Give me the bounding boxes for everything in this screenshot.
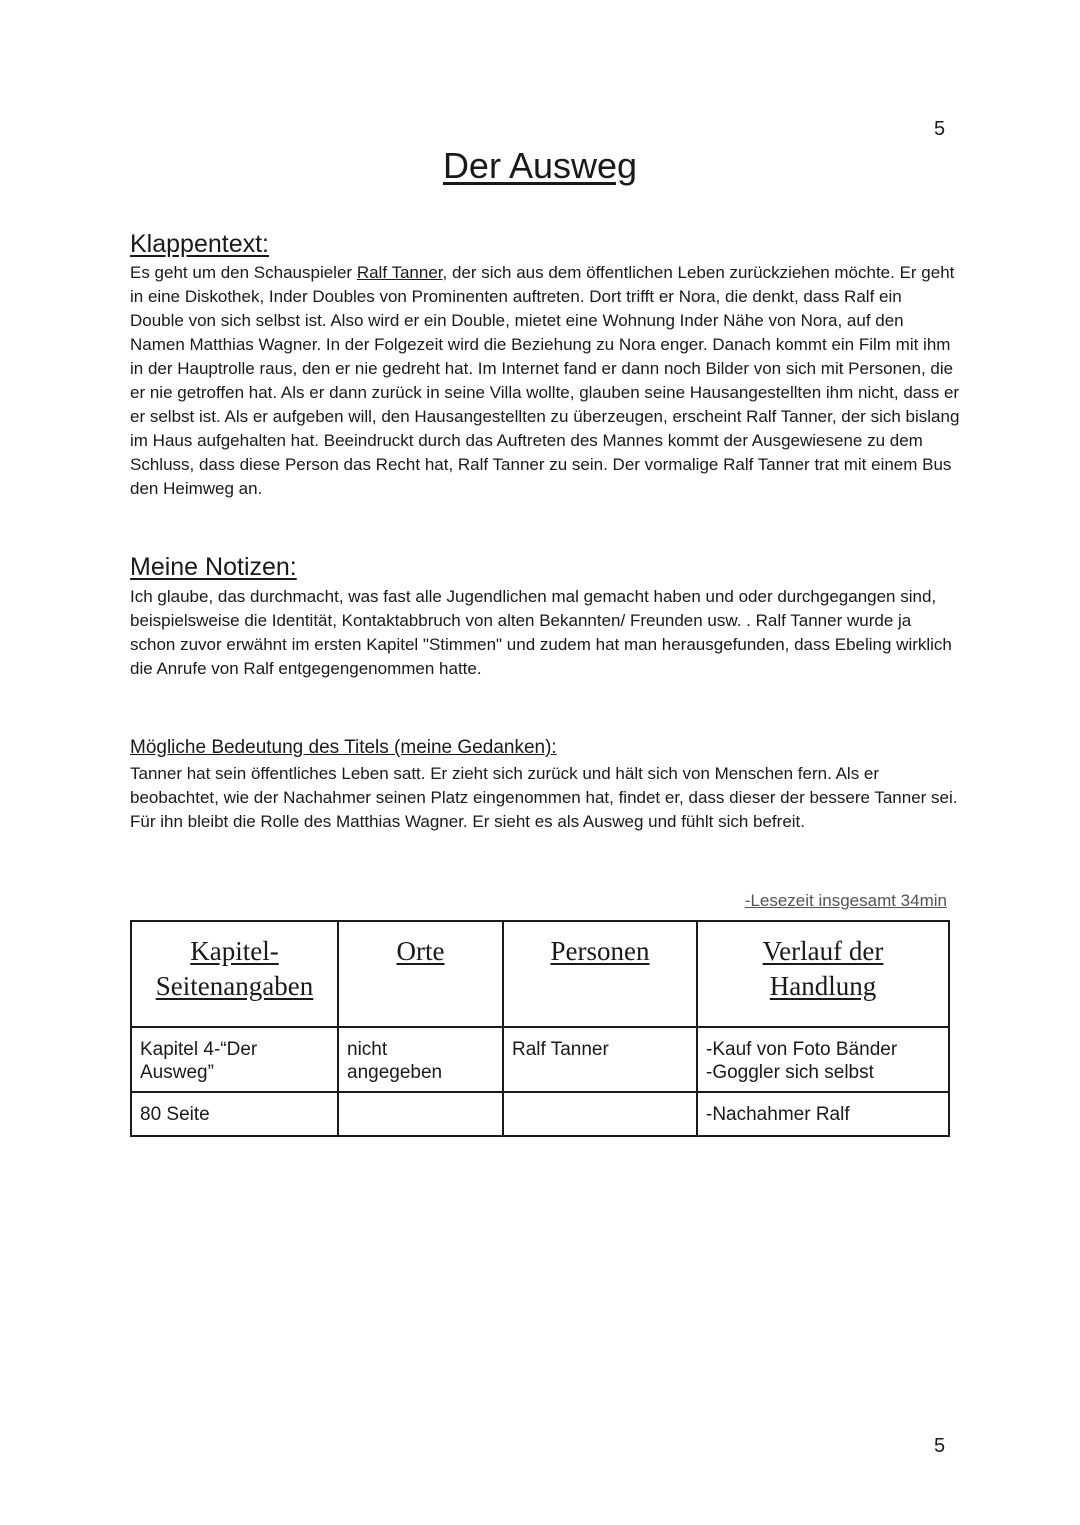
- header-orte: Orte: [338, 921, 503, 1027]
- cell-empty-orte: [338, 1092, 503, 1136]
- table-header-row: [131, 921, 949, 1027]
- header-kapitel-line1: Kapitel-: [190, 936, 279, 966]
- ralf-tanner-name: Ralf Tanner: [356, 263, 443, 282]
- cell-personen: Ralf Tanner: [503, 1027, 697, 1092]
- cell-verlauf-2: -Nachahmer Ralf: [697, 1092, 949, 1136]
- bedeutung-paragraph: Tanner hat sein öffentliches Leben satt. Er zieht sich zurück und hält sich von Menschen fern. Als er beobachtet, wie der Nachahmer seinen Platz eingenommen hat, findet er, dass dieser der bessere Tanner sei. Für ihn bleibt die Rolle des Matthias Wagner. Er sieht es als Ausweg und fühlt sich befreit.: [130, 764, 958, 831]
- cell-orte-line2: angegeben: [347, 1062, 443, 1083]
- cell-kapitel: [131, 1027, 338, 1092]
- header-kapitel: [131, 921, 338, 1027]
- notizen-paragraph: Ich glaube, das durchmacht, was fast alle Jugendlichen mal gemacht haben und oder durchgegangen sind, beispielsweise die Identität, Kontaktabbruch von alten Bekannten/ Freunden usw. . Ralf Tanner wurde ja schon zuvor erwähnt im ersten Kapitel "Stimmen" und zudem hat man herausgefunden, dass Ebeling wirklich die Anrufe von Ralf entgegengenommen hatte.: [130, 587, 952, 678]
- cell-verlauf-line2: -Goggler sich selbst: [706, 1062, 874, 1083]
- header-personen: Personen: [503, 921, 697, 1027]
- header-kapitel-line2: Seitenangaben: [155, 971, 314, 1001]
- cell-verlauf-line1: -Kauf von Foto Bänder: [706, 1039, 898, 1060]
- header-verlauf: Verlauf der Handlung: [697, 921, 949, 1027]
- cell-verlauf: [697, 1027, 949, 1092]
- table-row: [131, 1092, 949, 1136]
- cell-seite: 80 Seite: [131, 1092, 338, 1136]
- page-number-top: 5: [934, 118, 946, 140]
- cell-kapitel-line1: Kapitel 4-“Der: [140, 1039, 258, 1060]
- cell-orte: [338, 1027, 503, 1092]
- page-title: Der Ausweg: [442, 145, 638, 186]
- klappentext-text-start: Es geht um den Schauspieler: [130, 263, 357, 282]
- table-row: [131, 1027, 949, 1092]
- klappentext-heading: Klappentext:: [130, 230, 269, 258]
- cell-kapitel-line2: Ausweg”: [140, 1062, 214, 1083]
- chapter-table: [130, 920, 950, 1137]
- page-number-bottom: 5: [934, 1435, 946, 1457]
- reading-time-note: -Lesezeit insgesamt 34min: [744, 891, 947, 910]
- cell-orte-line1: nicht: [347, 1039, 388, 1060]
- klappentext-text-rest: , der sich aus dem öffentlichen Leben zurückziehen möchte. Er geht in eine Diskothek, Inder Doubles von Prominenten auftreten. Dort trifft er Nora, die denkt, dass Ralf ein Double von sich selbst ist. Also wird er ein Double, mietet eine Wohnung Inder Nähe von Nora, auf den Namen Matthias Wagner. In der Folgezeit wird die Beziehung zu Nora enger. Danach kommt ein Film mit ihm in der Hauptrolle raus, den er nie gedreht hat. Im Internet fand er dann noch Bilder von sich mit Personen, die er nie getroffen hat. Als er dann zurück in seine Villa wollte, glauben seine Hausangestellten ihm nicht, dass er er selbst ist. Als er aufgeben will, den Hausangestellten zu überzeugen, erscheint Ralf Tanner, der sich bislang im Haus aufgehalten hat. Beeindruckt durch das Auftreten des Mannes kommt der Ausgewiesene zu dem Schluss, dass diese Person das Recht hat, Ralf Tanner zu sein. Der vormalige Ralf Tanner trat mit einem Bus den Heimweg an.: [130, 263, 960, 498]
- notizen-heading: Meine Notizen:: [130, 553, 297, 581]
- bedeutung-heading: Mögliche Bedeutung des Titels (meine Gedanken):: [130, 737, 557, 758]
- cell-empty-personen: [503, 1092, 697, 1136]
- klappentext-paragraph: [130, 261, 960, 501]
